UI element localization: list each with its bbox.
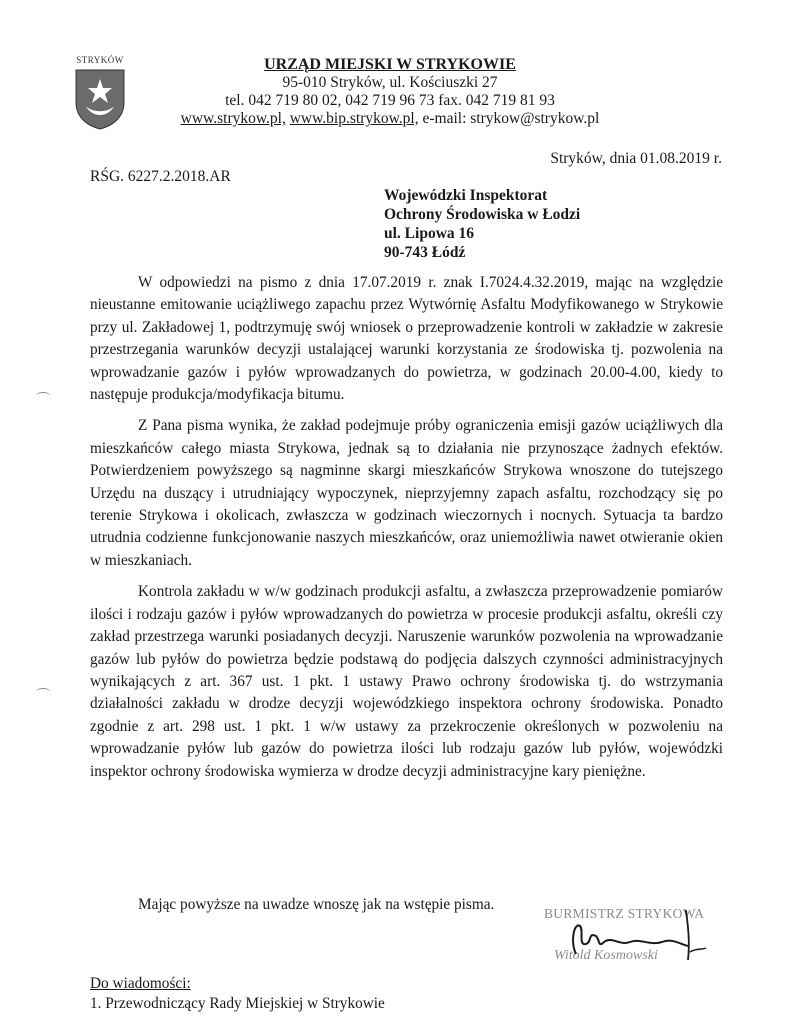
signature-icon	[540, 902, 720, 972]
margin-mark	[36, 688, 50, 695]
coat-shield-icon	[74, 68, 126, 130]
cc-title: Do wiadomości:	[90, 975, 191, 992]
email-text: e-mail: strykow@strykow.pl	[422, 110, 600, 127]
website-link[interactable]: www.strykow.pl,	[180, 110, 286, 127]
stamp-name: Witold Kosmowski	[554, 948, 658, 963]
cc-item: 1. Przewodniczący Rady Miejskiej w Strykowie	[90, 995, 385, 1012]
reference-number: RŚG. 6227.2.2018.AR	[90, 168, 231, 185]
body-paragraph: W odpowiedzi na pismo z dnia 17.07.2019 r. znak I.7024.4.32.2019, mając na względzie nieustanne emitowanie uciążliwego zapachu przez Wytwórnię Asfaltu Modyfikowanego w Strykowie przy ul. Zakładowej 1, podtrzymuję swój wniosek o przeprowadzenie kontroli w zakładzie w zakresie przestrzegania warunków decyzji ustalającej warunki korzystania ze środowiska tj. pozwolenia na wprowadzanie gazów i pyłów wprowadzanych do powietrza, w godzinach 20.00-4.00, kiedy to następuje produkcja/modyfikacja bitumu.	[90, 274, 723, 404]
recipient-line: 90-743 Łódź	[384, 244, 466, 261]
letter-body	[90, 272, 723, 792]
office-phone: tel. 042 719 80 02, 042 719 96 73 fax. 042 719 81 93	[225, 92, 555, 109]
closing-sentence: Mając powyższe na uwadze wnoszę jak na wstępie pisma.	[138, 896, 495, 913]
recipient-line: ul. Lipowa 16	[384, 225, 475, 242]
office-name: URZĄD MIEJSKI W STRYKOWIE	[264, 56, 516, 73]
recipient-line: Ochrony Środowiska w Łodzi	[384, 206, 581, 223]
body-paragraph: Kontrola zakładu w w/w godzinach produkcji asfaltu, a zwłaszcza przeprowadzenie pomiarów ilości i rodzaju gazów i pyłów wprowadzanych do powietrza w procesie produkcji asfaltu, określi czy zakład przestrzega warunki posiadanych decyzji. Naruszenie warunków pozwolenia na wprowadzanie gazów lub pyłów do powietrza będzie podstawą do podjęcia dalszych czynności administracyjnych wynikających z art. 367 ust. 1 pkt. 1 ustawy Prawo ochrony środowiska tj. do wstrzymania działalności zakładu w drodze decyzji wojewódzkiego inspektora ochrony środowiska. Ponadto zgodnie z art. 298 ust. 1 pkt. 1 w/w ustawy za przekroczenie określonych w pozwoleniu na wprowadzanie pyłów lub gazów do powietrza ilości lub rodzaju gazów lub pyłów, wojewódzki inspektor ochrony środowiska wymierza w drodze decyzji administracyjne kary pieniężne.	[90, 583, 723, 780]
recipient-line: Wojewódzki Inspektorat	[384, 187, 548, 204]
letter-date: Stryków, dnia 01.08.2019 r.	[550, 150, 722, 167]
office-links	[150, 110, 630, 128]
office-address: 95-010 Stryków, ul. Kościuszki 27	[282, 74, 498, 91]
body-paragraph: Z Pana pisma wynika, że zakład podejmuje próby ograniczenia emisji gazów uciążliwych dla mieszkańców całego miasta Strykowa, jednak są to działania nie przynoszące żadnych efektów. Potwierdzeniem powyższego są nagminne skargi mieszkańców Strykowa wnoszone do tutejszego Urzędu na duszący i utrudniający wypoczynek, nieprzyjemny zapach asfaltu, rozchodzący się po terenie Strykowa i okolicach, zwłaszcza w godzinach wieczornych i nocnych. Sytuacja ta bardzo utrudnia codzienne funkcjonowanie naszych mieszkańców, oraz uniemożliwia nawet otwieranie okien w mieszkaniach.	[90, 417, 723, 569]
margin-mark	[36, 392, 50, 399]
copy-to-section	[90, 974, 385, 1014]
mayor-stamp	[540, 902, 720, 972]
coat-label: STRYKÓW	[76, 55, 124, 65]
bip-link[interactable]: www.bip.strykow.pl,	[289, 110, 419, 127]
coat-of-arms	[70, 55, 130, 133]
letterhead	[150, 56, 630, 128]
recipient-address	[384, 186, 580, 262]
stamp-title: BURMISTRZ STRYKOWA	[544, 906, 705, 921]
